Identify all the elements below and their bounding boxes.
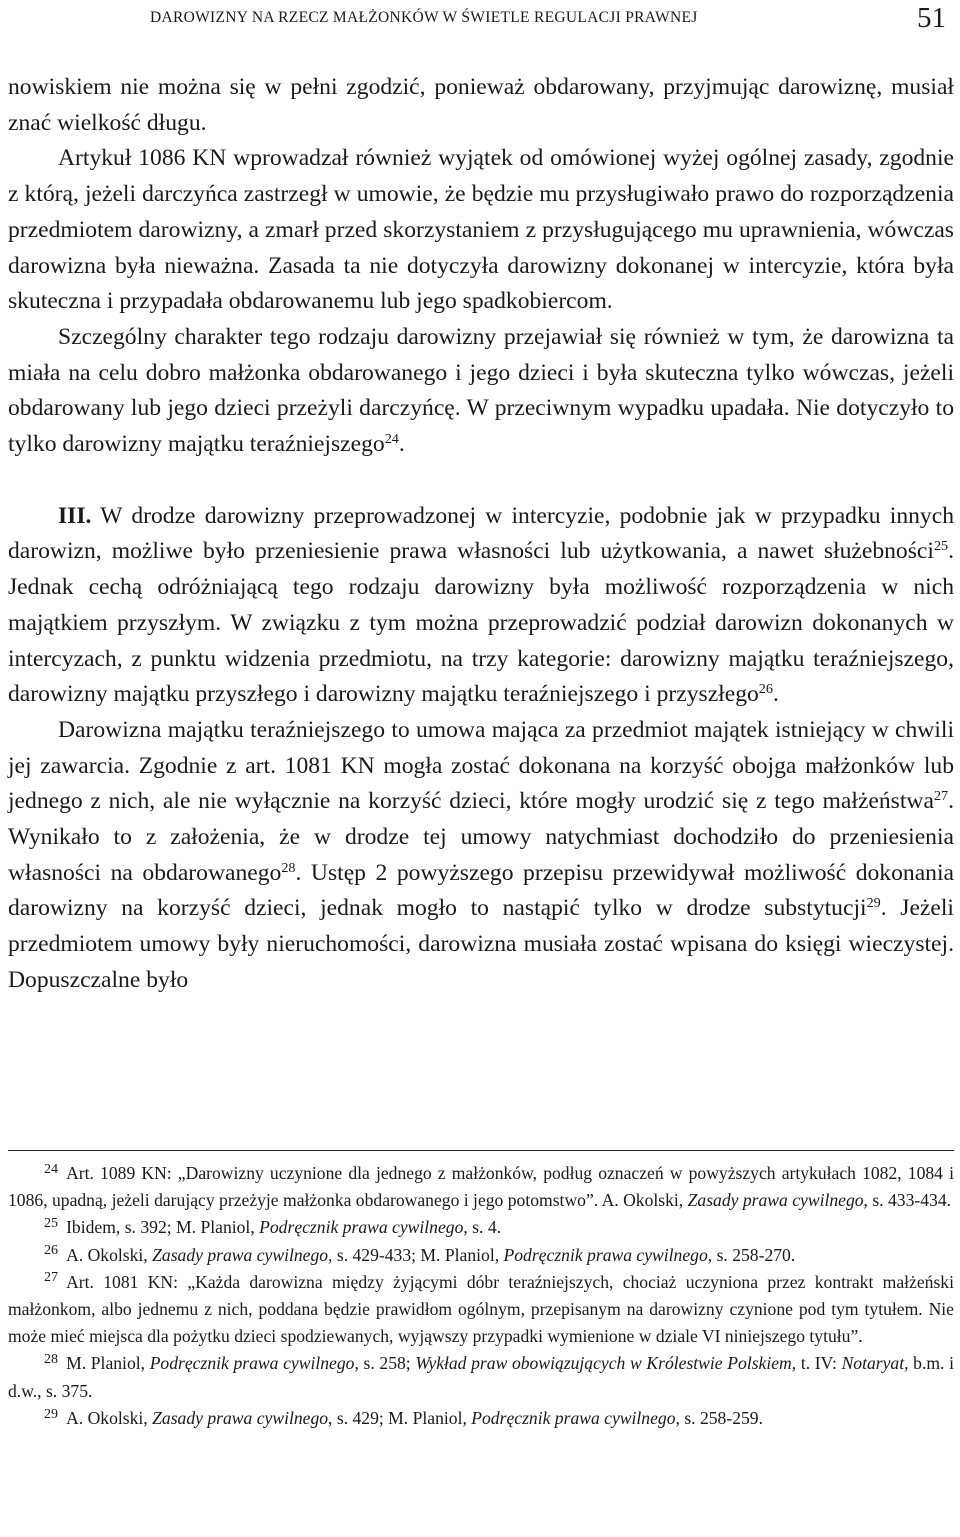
footnote-text: , b.m. i d.w., s. 375.	[8, 1353, 954, 1401]
footnote-text: , s. 429-433; M. Planiol,	[328, 1244, 504, 1265]
footnote-text: A. Okolski,	[66, 1244, 153, 1265]
book-title: Zasady prawa cywilnego	[152, 1407, 329, 1428]
footnote-text: , t. IV:	[791, 1353, 842, 1374]
footnote-ref-28[interactable]: 28	[281, 859, 296, 876]
paragraph-text: Artykuł 1086 KN wprowadzał również wyjątek od omówionej wyżej ogólnej zasady, zgodnie z którą, jeżeli darczyńca zastrzegł w umowie, że będzie mu przysługiwało prawo do rozporządzenia przedmiotem darowizny, a zmarł przed skorzystaniem z przysługującego mu uprawnienia, wówczas darowizna była nieważna. Zasada ta nie dotyczyła darowizny dokonanej w intercyzie, która była skuteczna i przypadała obdarowanemu lub jego spadkobiercom.	[8, 145, 954, 315]
footnote-text: A. Okolski,	[66, 1407, 153, 1428]
footnote-29	[8, 1405, 954, 1432]
footnote-text: , s. 433-434.	[863, 1190, 952, 1211]
footnote-number: 29	[44, 1405, 59, 1422]
page-number: 51	[917, 2, 946, 34]
footnote-number: 27	[44, 1269, 59, 1286]
section-number: III.	[58, 502, 92, 529]
footnote-text: M. Planiol,	[66, 1353, 150, 1374]
footnote-ref-27[interactable]: 27	[933, 788, 949, 805]
footnote-28	[8, 1350, 954, 1404]
book-title: Zasady prawa cywilnego	[152, 1244, 329, 1265]
footnote-27	[8, 1269, 954, 1351]
footnote-text: Art. 1081 KN: „Każda darowizna między żyjącymi dóbr teraźniejszych, chociaż uczyniona przez kontrakt małżeński małżonkom, albo jednemu z nich, poddana będzie prawidłom ogólnym, przepisanym na darowizny czynione pod tym tytułem. Nie może mieć miejsca dla pożytku dzieci spodziewanych, wyjąwszy przypadki wymienione w dziale VI niniejszego tytułu”.	[8, 1271, 954, 1347]
footnote-text: , s. 258;	[354, 1353, 416, 1374]
book-title: Zasady prawa cywilnego	[687, 1190, 864, 1211]
footnote-ref-26[interactable]: 26	[758, 681, 773, 698]
paragraph-section-iii	[8, 499, 954, 713]
paragraph-text: . Jednak cechą odróżniającą tego rodzaju darowizny była możliwość rozporządzenia w nich majątkiem przyszłym. W związku z tym można przeprowadzić podział darowizn dokonanych w intercyzach, z punktu widzenia przedmiotu, na trzy kategorie: darowizny majątku teraźniejszego, darowizny majątku przyszłego i darowizny majątku teraźniejszego i przyszłego	[8, 538, 954, 708]
paragraph-text: W drodze darowizny przeprowadzonej w intercyzie, podobnie jak w przypadku innych darowizn, możliwe było przeniesienie prawa własności lub użytkowania, a nawet służebności	[8, 502, 954, 565]
paragraph-special-character	[8, 320, 954, 463]
book-title: Notaryat	[841, 1353, 905, 1374]
paragraph-text: . Wynikało to z założenia, że w drodze tej umowy natychmiast dochodziło do przeniesienia własności na obdarowanego	[8, 788, 954, 886]
footnote-text: Art. 1089 KN: „Darowizny uczynione dla jednego z małżonków, podług oznaczeń w powyższych artykułach 1082, 1084 i 1086, upadną, jeżeli darujący przeżyje małżonka obdarowanego i jego potomstwo”. A. Okolski,	[8, 1163, 954, 1211]
footnote-text: , s. 4.	[463, 1217, 502, 1238]
book-title: Podręcznik prawa cywilnego	[149, 1353, 355, 1374]
paragraph-text: . Ustęp 2 powyższego przepisu przewidywał możliwość dokonania darowizny na korzyść dzieci, jednak mogło to nastąpić tylko w drodze substytucji	[8, 859, 954, 922]
footnote-25	[8, 1214, 954, 1241]
footnote-26	[8, 1242, 954, 1269]
paragraph-art-1086	[8, 141, 954, 320]
footnote-text: , s. 258-270.	[707, 1244, 796, 1265]
book-title: Podręcznik prawa cywilnego	[503, 1244, 708, 1265]
footnote-number: 28	[44, 1351, 59, 1368]
footnote-number: 26	[44, 1242, 59, 1259]
paragraph-text: Darowizna majątku teraźniejszego to umowa mająca za przedmiot majątek istniejący w chwili jej zawarcia. Zgodnie z art. 1081 KN mogła zostać dokonana na korzyść obojga małżonków lub jednego z nich, ale nie wyłącznie na korzyść dzieci, które mogły urodzić się z tego małżeństwa	[8, 716, 954, 815]
paragraph-text: . Jeżeli przedmiotem umowy były nieruchomości, darowizna musiała zostać wpisana do księgi wieczystej. Dopuszczalne było	[8, 895, 954, 993]
footnote-text: , s. 258-259.	[675, 1407, 763, 1428]
book-title: Podręcznik prawa cywilnego	[471, 1407, 676, 1428]
running-header	[150, 0, 952, 40]
footnote-number: 24	[44, 1160, 59, 1177]
footnote-number: 25	[44, 1215, 59, 1232]
footnote-text: Ibidem, s. 392; M. Planiol,	[66, 1217, 260, 1238]
book-title: Wykład praw obowiązujących w Królestwie Polskiem	[415, 1353, 792, 1374]
main-text	[8, 70, 954, 999]
footnote-divider	[8, 1150, 954, 1151]
footnote-ref-24[interactable]: 24	[384, 431, 399, 448]
paragraph-text: Szczególny charakter tego rodzaju darowizny przejawiał się również w tym, że darowizna ta miała na celu dobro małżonka obdarowanego i jego dzieci i była skuteczna tylko wówczas, jeżeli obdarowany lub jego dzieci przeżyli darczyńcę. W przeciwnym wypadku upadała. Nie dotyczyło to tylko darowizny majątku teraźniejszego	[8, 323, 954, 458]
footnote-24	[8, 1160, 954, 1214]
paragraph-continuation	[8, 70, 954, 141]
footnotes	[8, 1160, 954, 1432]
footnote-ref-29[interactable]: 29	[866, 895, 881, 912]
running-title: DAROWIZNY NA RZECZ MAŁŻONKÓW W ŚWIETLE REGULACJI PRAWNEJ	[150, 9, 698, 26]
footnote-text: , s. 429; M. Planiol,	[328, 1407, 472, 1428]
book-title: Podręcznik prawa cywilnego	[259, 1217, 464, 1238]
footnote-ref-25[interactable]: 25	[933, 538, 949, 555]
paragraph-text: nowiskiem nie można się w pełni zgodzić, ponieważ obdarowany, przyjmując darowiznę, musiał znać wielkość długu.	[8, 74, 954, 136]
paragraph-present-property	[8, 713, 954, 999]
paragraph-text: .	[772, 681, 779, 708]
paragraph-text: .	[398, 431, 405, 458]
